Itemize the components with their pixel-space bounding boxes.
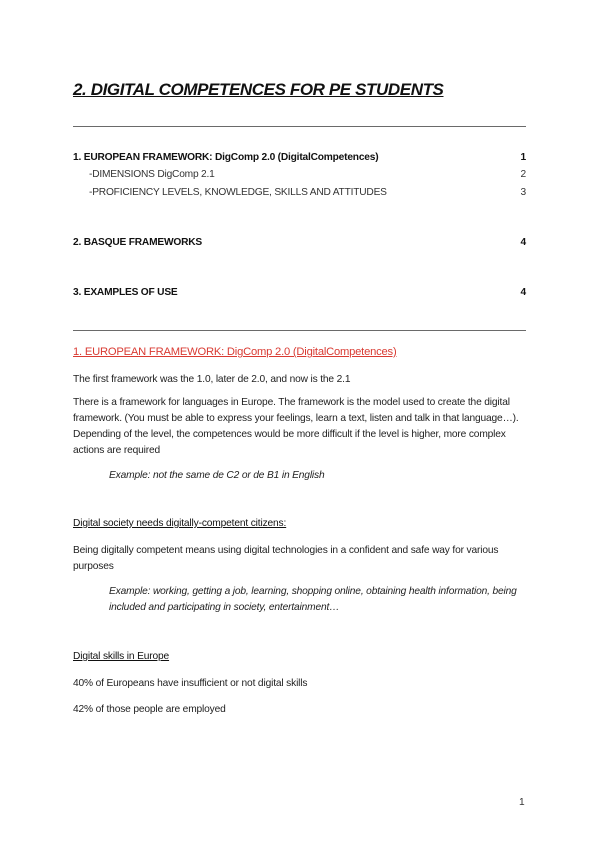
toc-page: 4	[520, 287, 526, 298]
paragraph-languages-framework: There is a framework for languages in Europe. The framework is the model used to create the digital framework. (You must be able to express your feelings, learn a text, listen and talk in that language…). Depending of the level, the competences would be more difficult if the level is higher, more complex actions are required	[73, 397, 519, 456]
toc-item-examples	[73, 287, 526, 298]
toc-item-european-framework	[73, 152, 526, 163]
toc-label: 3. EXAMPLES OF USE	[73, 287, 178, 298]
section-heading: 1. EUROPEAN FRAMEWORK: DigComp 2.0 (DigitalCompetences)	[73, 346, 397, 358]
example-uses: Example: working, getting a job, learning, shopping online, obtaining health information, being included and participating in society, entertainment…	[109, 586, 517, 613]
paragraph-first-framework: The first framework was the 1.0, later de 2.0, and now is the 2.1	[73, 374, 351, 385]
example-levels: Example: not the same de C2 or de B1 in English	[109, 470, 325, 481]
toc-page: 4	[520, 237, 526, 248]
toc-label: 2. BASQUE FRAMEWORKS	[73, 237, 203, 248]
toc-sub-proficiency	[73, 187, 526, 198]
toc-item-basque-frameworks	[73, 237, 526, 248]
toc-sub-dimensions	[73, 169, 526, 180]
paragraph-insufficient-skills: 40% of Europeans have insufficient or not digital skills	[73, 678, 308, 689]
paragraph-digitally-competent: Being digitally competent means using digital technologies in a confident and safe way for various purposes	[73, 545, 499, 572]
subheading-digital-skills: Digital skills in Europe	[73, 651, 170, 662]
toc-page: 2	[520, 169, 526, 180]
divider-bottom	[73, 330, 526, 331]
toc-label: 1. EUROPEAN FRAMEWORK: DigComp 2.0 (DigitalCompetences)	[73, 152, 379, 163]
page-number: 1	[519, 797, 525, 808]
toc-page: 3	[520, 187, 526, 198]
divider-top	[73, 126, 526, 127]
toc-page: 1	[520, 152, 526, 163]
toc-label: -DIMENSIONS DigComp 2.1	[89, 169, 215, 180]
paragraph-employed: 42% of those people are employed	[73, 704, 226, 715]
subheading-digital-society: Digital society needs digitally-competent citizens:	[73, 518, 287, 529]
document-title: 2. DIGITAL COMPETENCES FOR PE STUDENTS	[73, 80, 444, 99]
toc-label: -PROFICIENCY LEVELS, KNOWLEDGE, SKILLS AND ATTITUDES	[89, 187, 387, 198]
